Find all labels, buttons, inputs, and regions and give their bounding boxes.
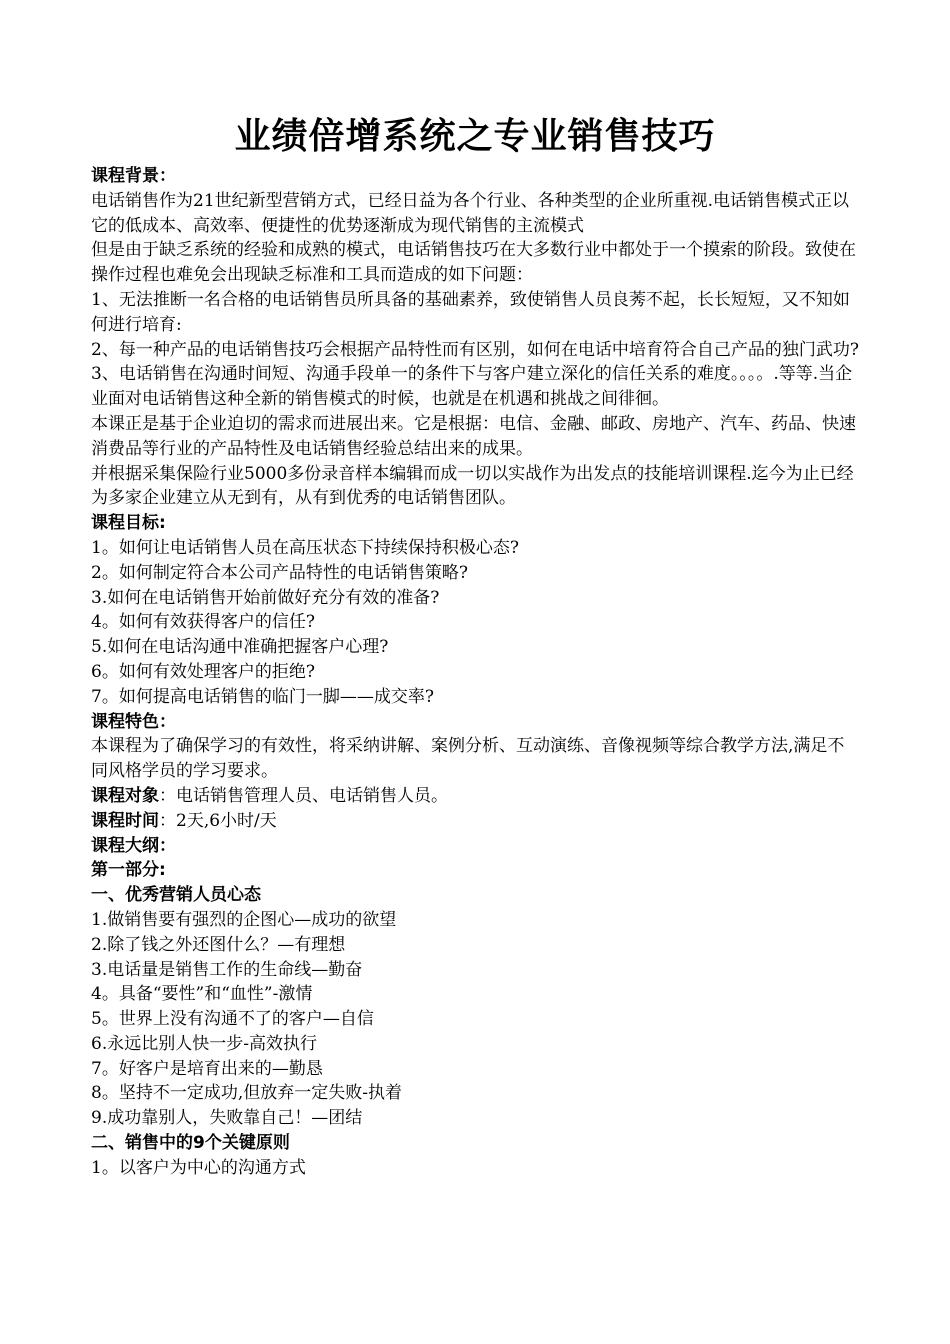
- section2-heading: 二、销售中的9个关键原则: [91, 1133, 290, 1154]
- audience-label: 课程对象: [91, 785, 159, 806]
- time-line: [91, 809, 859, 834]
- goal-item: 7。如何提高电话销售的临门一脚——成交率?: [91, 686, 434, 707]
- background-paragraph: 本课正是基于企业迫切的需求而进展出来。它是根据：电信、金融、邮政、房地产、汽车、药品、快速消费品等行业的产品特性及电话销售经验总结出来的成果。: [91, 413, 856, 459]
- features-heading: 课程特色：: [91, 711, 176, 732]
- goals-heading: 课程目标:: [91, 513, 166, 534]
- features-paragraph: 本课程为了确保学习的有效性，将采纳讲解、案例分析、互动演练、音像视频等综合教学方法,满足不同风格学员的学习要求。: [91, 736, 845, 782]
- goal-item: 3.如何在电话销售开始前做好充分有效的准备?: [91, 587, 440, 608]
- background-paragraph: 1、无法推断一名合格的电话销售员所具备的基础素养，致使销售人员良莠不起，长长短短，又不知如何进行培育:: [91, 289, 850, 335]
- section1-item: 6.永远比别人快一步-高效执行: [91, 1033, 317, 1054]
- background-heading: 课程背景：: [91, 166, 176, 186]
- section1-item: 4。具备“要性”和“血性”-激情: [91, 984, 313, 1005]
- section1-item: 7。好客户是培育出来的—勤恳: [91, 1058, 323, 1079]
- part1-heading: 第一部分:: [91, 860, 166, 881]
- goal-item: 6。如何有效处理客户的拒绝?: [91, 661, 315, 682]
- background-paragraph: 并根据采集保险行业5000多份录音样本编辑而成一切以实战作为出发点的技能培训课程.迄今为止已经为多家企业建立从无到有，从有到优秀的电话销售团队。: [91, 463, 854, 509]
- section1-heading: 一、优秀营销人员心态: [91, 885, 261, 906]
- goal-item: 4。如何有效获得客户的信任?: [91, 612, 315, 633]
- background-paragraph: 电话销售作为21世纪新型营销方式，已经日益为各个行业、各种类型的企业所重视.电话销售模式正以它的低成本、高效率、便捷性的优势逐渐成为现代销售的主流模式: [91, 190, 850, 236]
- document-page: [91, 110, 859, 1181]
- audience-value: ：电话销售管理人员、电话销售人员。: [159, 785, 448, 806]
- background-paragraph: 2、每一种产品的电话销售技巧会根据产品特性而有区别，如何在电话中培育符合自己产品的独门武功?: [91, 339, 859, 360]
- document-title: 业绩倍增系统之专业销售技巧: [234, 115, 716, 157]
- section1-item: 9.成功靠别人，失败靠自己！—团结: [91, 1108, 363, 1129]
- background-paragraph: 3、电话销售在沟通时间短、沟通手段单一的条件下与客户建立深化的信任关系的难度。。。。.等等.当企业面对电话销售这种全新的销售模式的时候，也就是在机遇和挑战之间徘徊。: [91, 364, 853, 410]
- section1-item: 2.除了钱之外还图什么？—有理想: [91, 934, 346, 955]
- section1-item: 1.做销售要有强烈的企图心—成功的欲望: [91, 909, 397, 930]
- outline-heading: 课程大纲：: [91, 835, 176, 856]
- goal-item: 1。如何让电话销售人员在高压状态下持续保持积极心态?: [91, 537, 519, 558]
- background-paragraph: 但是由于缺乏系统的经验和成熟的模式，电话销售技巧在大多数行业中都处于一个摸索的阶段。致使在操作过程也难免会出现缺乏标准和工具而造成的如下问题：: [91, 240, 856, 286]
- goal-item: 5.如何在电话沟通中准确把握客户心理?: [91, 637, 389, 658]
- time-value: ：2天,6小时/天: [159, 810, 277, 831]
- goal-item: 2。如何制定符合本公司产品特性的电话销售策略?: [91, 562, 468, 583]
- section2-item: 1。以客户为中心的沟通方式: [91, 1157, 306, 1178]
- audience-line: [91, 784, 859, 809]
- section1-item: 3.电话量是销售工作的生命线—勤奋: [91, 959, 363, 980]
- time-label: 课程时间: [91, 810, 159, 831]
- section1-item: 8。坚持不一定成功,但放弃一定失败-执着: [91, 1083, 402, 1104]
- section1-item: 5。世界上没有沟通不了的客户—自信: [91, 1009, 374, 1030]
